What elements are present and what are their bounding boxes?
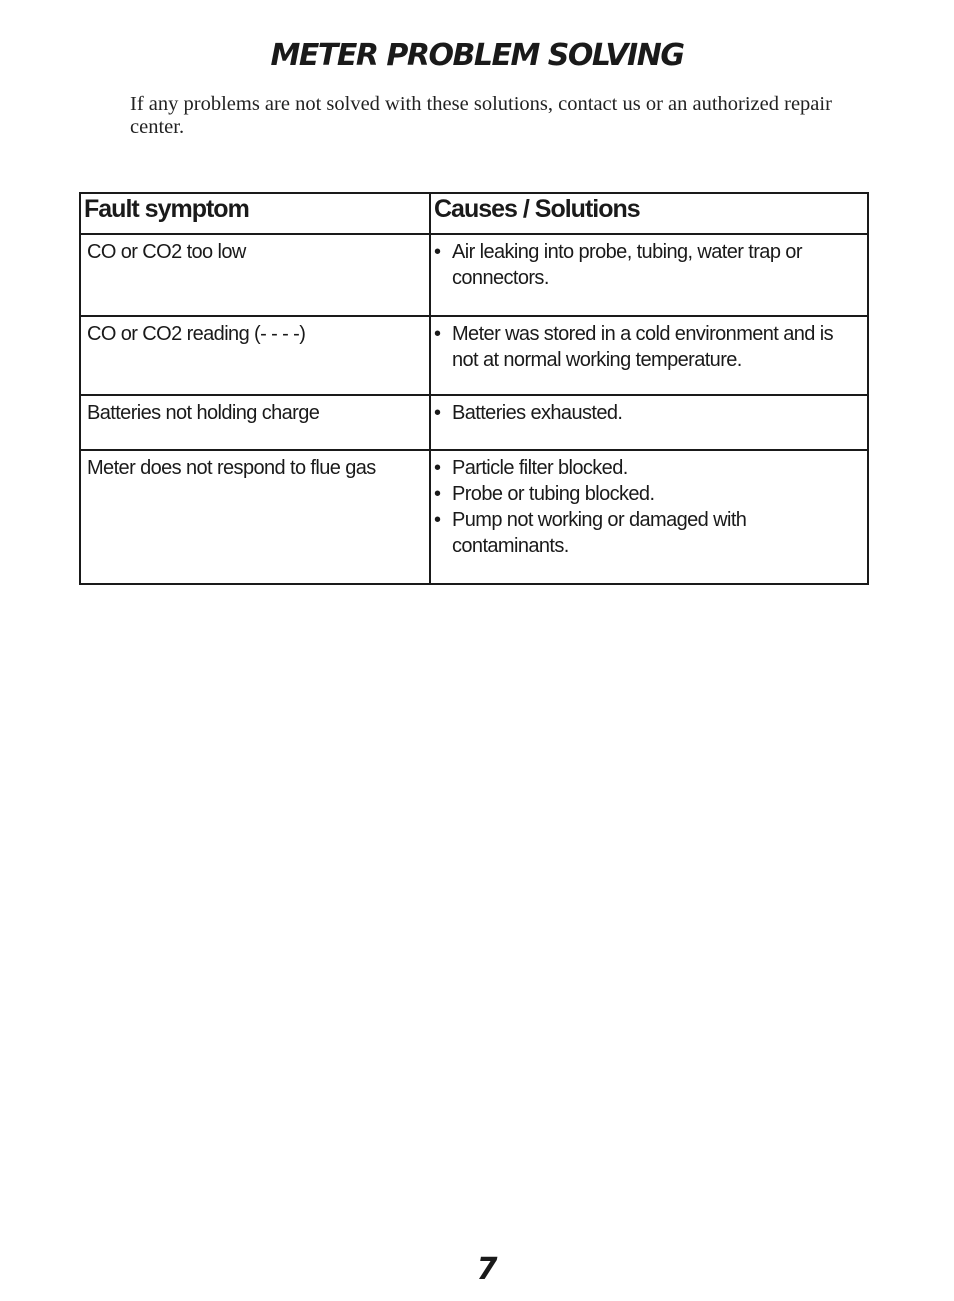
- table-row: [80, 395, 868, 450]
- table-row: [80, 316, 868, 395]
- table-header-row: [80, 193, 868, 234]
- list-item: • Batteries exhausted.: [434, 400, 861, 426]
- table-row: [80, 450, 868, 584]
- causes-cell: [430, 234, 868, 316]
- causes-cell: [430, 450, 868, 584]
- list-item: • Pump not working or damaged with contaminants.: [434, 507, 861, 559]
- page-number: 7: [476, 1252, 498, 1287]
- list-item: • Particle filter blocked.: [434, 455, 861, 481]
- list-item: • Probe or tubing blocked.: [434, 481, 861, 507]
- causes-list: [434, 321, 861, 373]
- page-title: METER PROBLEM SOLVING: [270, 38, 684, 73]
- symptom-cell: CO or CO2 reading (- - - -): [80, 316, 430, 395]
- header-causes-solutions: Causes / Solutions: [430, 193, 868, 234]
- causes-list: [434, 239, 861, 291]
- causes-list: [434, 400, 861, 426]
- symptom-cell: Meter does not respond to flue gas: [80, 450, 430, 584]
- causes-cell: [430, 316, 868, 395]
- symptom-cell: CO or CO2 too low: [80, 234, 430, 316]
- list-item: • Air leaking into probe, tubing, water trap or connectors.: [434, 239, 861, 291]
- intro-paragraph: If any problems are not solved with these solutions, contact us or an authorized repair center.: [130, 93, 832, 138]
- symptom-cell: Batteries not holding charge: [80, 395, 430, 450]
- table-row: [80, 234, 868, 316]
- list-item: • Meter was stored in a cold environment and is not at normal working temperature.: [434, 321, 861, 373]
- causes-cell: [430, 395, 868, 450]
- causes-list: [434, 455, 861, 559]
- header-fault-symptom: Fault symptom: [80, 193, 430, 234]
- fault-table: [79, 192, 869, 585]
